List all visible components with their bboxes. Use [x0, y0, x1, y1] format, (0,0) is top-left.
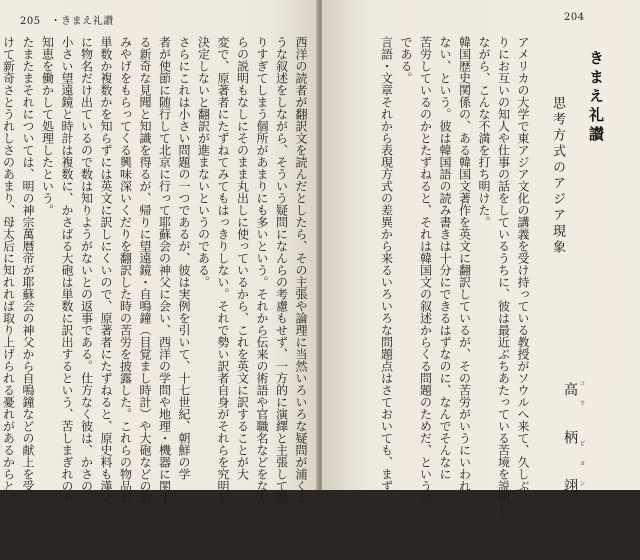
text-line: 単数か複数かを知らずには英文に訳しにくいので、原著者にたずねると、原史料も漢文: [99, 36, 113, 504]
text-line: 知恵を働かして処理したという。: [40, 36, 55, 216]
text-line: る新奇な見聞と知識を得るが、帰りに望遠鏡・自鳴鐘（目覚まし時計）や大砲などのお: [138, 36, 152, 504]
left-page-header: [20, 12, 124, 27]
left-page: [0, 0, 318, 504]
text-line: である。: [399, 36, 413, 84]
left-page-body-text: [1, 36, 310, 504]
text-line: りにお互いの知人や仕事の話をしているうちに、彼は最近ぶちあたっている苦境を説明し: [496, 36, 511, 516]
text-line: 苦労しているのかとたずねると、それは韓国文の叙述からくる問題のためだ、というの: [418, 36, 433, 504]
series-title: きまえ礼讃: [587, 50, 605, 145]
text-line: 韓国歴史関係の、ある韓国文著作を英文に翻訳しているが、その苦労がいうにいわれ: [457, 36, 472, 492]
text-line: に物名だけ出ているので数は知りようがないとの返事である。仕方なく彼は、かさの: [79, 36, 94, 492]
text-line: りすぎてしまう個所があまりにも多いという。それから伝来の術語や官職名などをなん: [255, 36, 269, 504]
left-running-head: ・きまえ礼讃: [50, 16, 114, 27]
text-line: 西洋の読者が翻訳文を読んだとしたら、その主張や論理に当然いろいろな疑問が浦くよ: [294, 36, 308, 504]
text-line: らの説明もなしにそのまま丸出しに使っているから、これを英文に訳することが大: [235, 36, 250, 480]
text-line: アメリカの大学で東アジア文化の講義を受け持っている教授がソウルへ来て、久しぶ: [516, 36, 530, 492]
text-line: 小さい望遠鏡と時計は複数に、かさばる大砲は単数に訳出するという、苦しまぎれの小: [60, 36, 74, 504]
text-line: 者が使節に随行して北京に行って耶蘇会の神父に会い、西洋の学問や地理・機器に関す: [157, 36, 172, 504]
right-page-number: 204: [564, 12, 585, 23]
text-line: ながら、こんな不満を打ち明けた。: [477, 36, 491, 228]
right-page-body-text: [336, 36, 532, 516]
text-line: さらにこれは小さい問題の一つであるが、彼は実例を引いて、十七世紀、朝鮮の学: [177, 36, 191, 480]
text-line: みやげをもらってくる興味深いくだりを翻訳した時の苦労を披露した。これらの物品が: [118, 36, 133, 504]
text-line: 言語・文章それから表現方式の差異から来るいろいろな問題点はさておいても、まず: [379, 36, 394, 492]
text-line: 決定しないと翻訳が進まないというのである。: [196, 36, 211, 288]
text-line: たまたまそれについては、明の神宗萬暦帝が耶蘇会の神父から自鳴鐘などの献上を受: [21, 36, 35, 492]
text-line: うな叙述をしながら、そういう疑問になんらの考慮もせず、一方的に演繹と主張して通: [274, 36, 289, 504]
essay-title: 思考方式のアジア現象: [550, 96, 565, 256]
right-page-header: [564, 12, 595, 23]
author-name: 高 柄 翊: [562, 382, 578, 502]
left-page-number: 205: [20, 16, 41, 27]
text-line: ない、という。彼は韓国語の読み書きは十分にできるはずなのに、なんでそんなに: [438, 36, 452, 480]
text-line: 変で、原著者にたずねてみてもはっきりしない。それで勢い訳者自身がそれらを究明し: [216, 36, 230, 504]
author-name-ruby: コウ ビヨン イク: [578, 380, 585, 560]
text-line: けて新奇さとうれしさのあまり、母太后に知れれば取り上げられる憂れがあるからと、: [1, 36, 16, 504]
